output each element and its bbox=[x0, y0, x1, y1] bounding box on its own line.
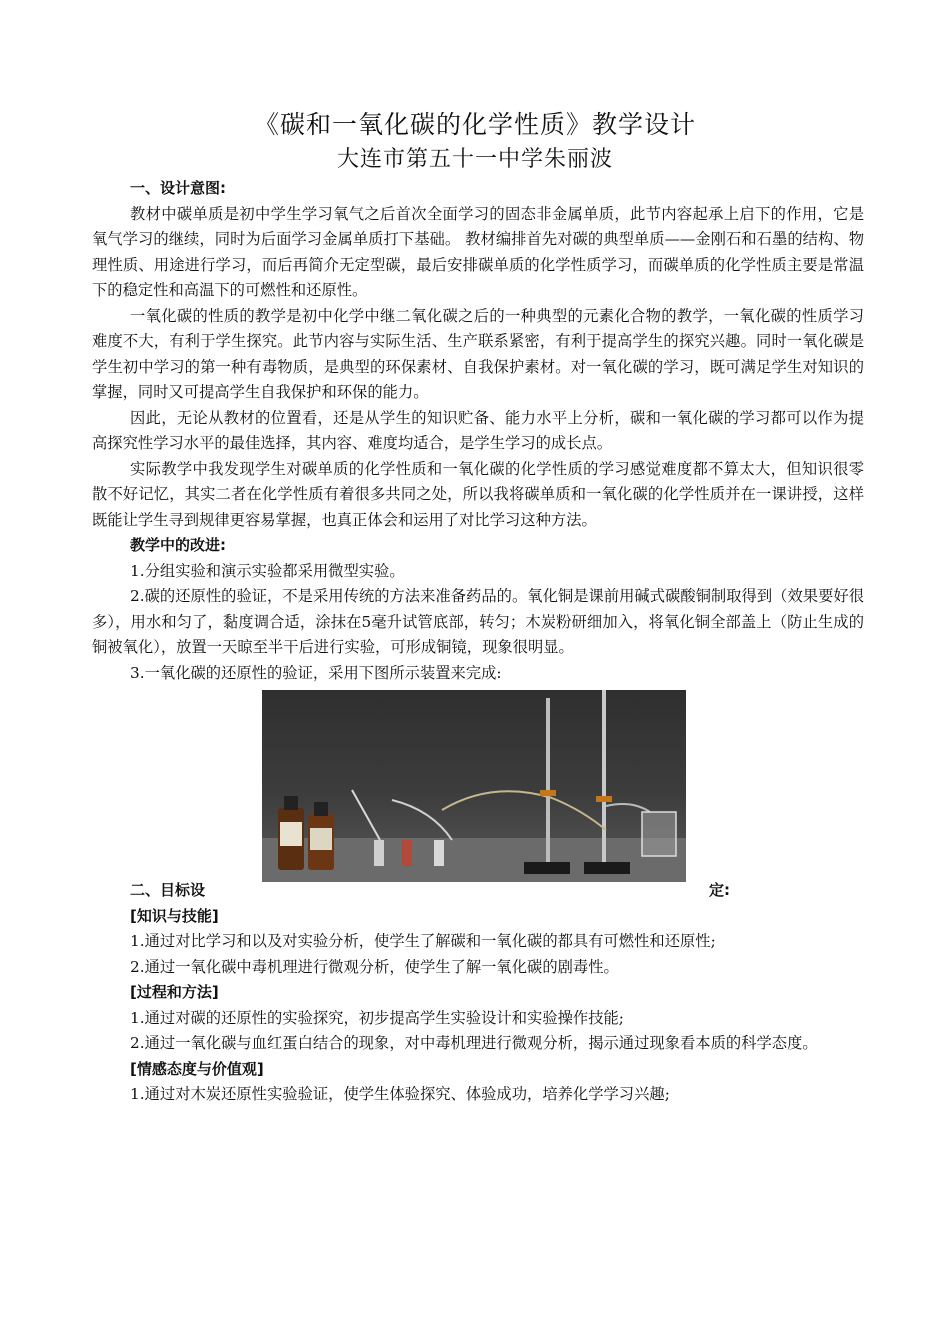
apparatus-photo-container bbox=[262, 690, 686, 890]
document-body bbox=[92, 176, 864, 1108]
goal-item: 1.通过对比学习和以及对实验分析，使学生了解碳和一氧化碳的都具有可燃性和还原性; bbox=[130, 932, 716, 950]
goal-item: 2.通过一氧化碳与血红蛋白结合的现象，对中毒机理进行微观分析，揭示通过现象看本质的科学态度。 bbox=[130, 1034, 818, 1052]
paragraph: 实际教学中我发现学生对碳单质的化学性质和一氧化碳的化学性质的学习感觉难度都不算太大，但知识很零散不好记忆，其实二者在化学性质有着很多共同之处，所以我将碳单质和一氧化碳的化学性质并在一课讲授，这样既能让学生寻到规律更容易掌握，也真正体会和运用了对比学习这种方法。 bbox=[92, 459, 864, 529]
improve-item: 1.分组实验和演示实验都采用微型实验。 bbox=[130, 561, 405, 580]
improve-heading: 教学中的改进: bbox=[130, 536, 226, 554]
goal-block-label: [知识与技能] bbox=[130, 906, 219, 925]
paragraph: 教材中碳单质是初中学生学习氧气之后首次全面学习的固态非金属单质，此节内容起承上启下的作用，它是氧气学习的继续，同时为后面学习金属单质打下基础。 教材编排首先对碳的典型单质——金刚石和石墨的结构、物理性质、用途进行学习，而后再简介无定型碳，最后安排碳单质的化学性质学习，而碳单质的化学性质主要是常温下的稳定性和高温下的可燃性和还原性。 bbox=[92, 204, 864, 299]
goal-item: 1.通过对木炭还原性实验验证，使学生体验探究、体验成功，培养化学学习兴趣; bbox=[130, 1085, 670, 1103]
paragraph: 因此，无论从教材的位置看，还是从学生的知识贮备、能力水平上分析，碳和一氧化碳的学习都可以作为提高探究性学习水平的最佳选择，其内容、难度均适合，是学生学习的成长点。 bbox=[92, 408, 864, 452]
document-title: 《碳和一氧化碳的化学性质》教学设计 bbox=[253, 110, 696, 139]
improve-item: 2.碳的还原性的验证，不是采用传统的方法来准备药品的。氧化铜是课前用碱式碳酸铜制取得到（效果要好很多），用水和匀了，黏度调合适，涂抹在5毫升试管底部，转匀；木炭粉研细加入，将氧化铜全部盖上（防止生成的铜被氧化），放置一天晾至半干后进行实验，可形成铜镜，现象很明显。 bbox=[92, 587, 864, 656]
goal-block-label: [情感态度与价值观] bbox=[130, 1059, 264, 1078]
section1-heading: 一、设计意图: bbox=[130, 179, 226, 197]
apparatus-photo bbox=[262, 690, 686, 882]
section2-heading-left: 二、目标设 bbox=[130, 881, 206, 899]
section2-heading-right: 定: bbox=[709, 881, 730, 899]
paragraph: 一氧化碳的性质的教学是初中化学中继二氧化碳之后的一种典型的元素化合物的教学，一氧化碳的性质学习难度不大，有利于学生探究。此节内容与实际生活、生产联系紧密，有利于提高学生的探究兴趣。同时一氧化碳是学生初中学习的第一种有毒物质，是典型的环保素材、自我保护素材。对一氧化碳的学习，既可满足学生对知识的掌握，同时又可提高学生自我保护和环保的能力。 bbox=[92, 306, 864, 401]
goal-block-label: [过程和方法] bbox=[130, 983, 219, 1001]
improve-item: 3.一氧化碳的还原性的验证，采用下图所示装置来完成: bbox=[130, 663, 502, 682]
goal-item: 1.通过对碳的还原性的实验探究，初步提高学生实验设计和实验操作技能; bbox=[130, 1008, 624, 1027]
goal-item: 2.通过一氧化碳中毒机理进行微观分析，使学生了解一氧化碳的剧毒性。 bbox=[130, 957, 619, 976]
author-line: 大连市第五十一中学朱丽波 bbox=[336, 147, 613, 172]
